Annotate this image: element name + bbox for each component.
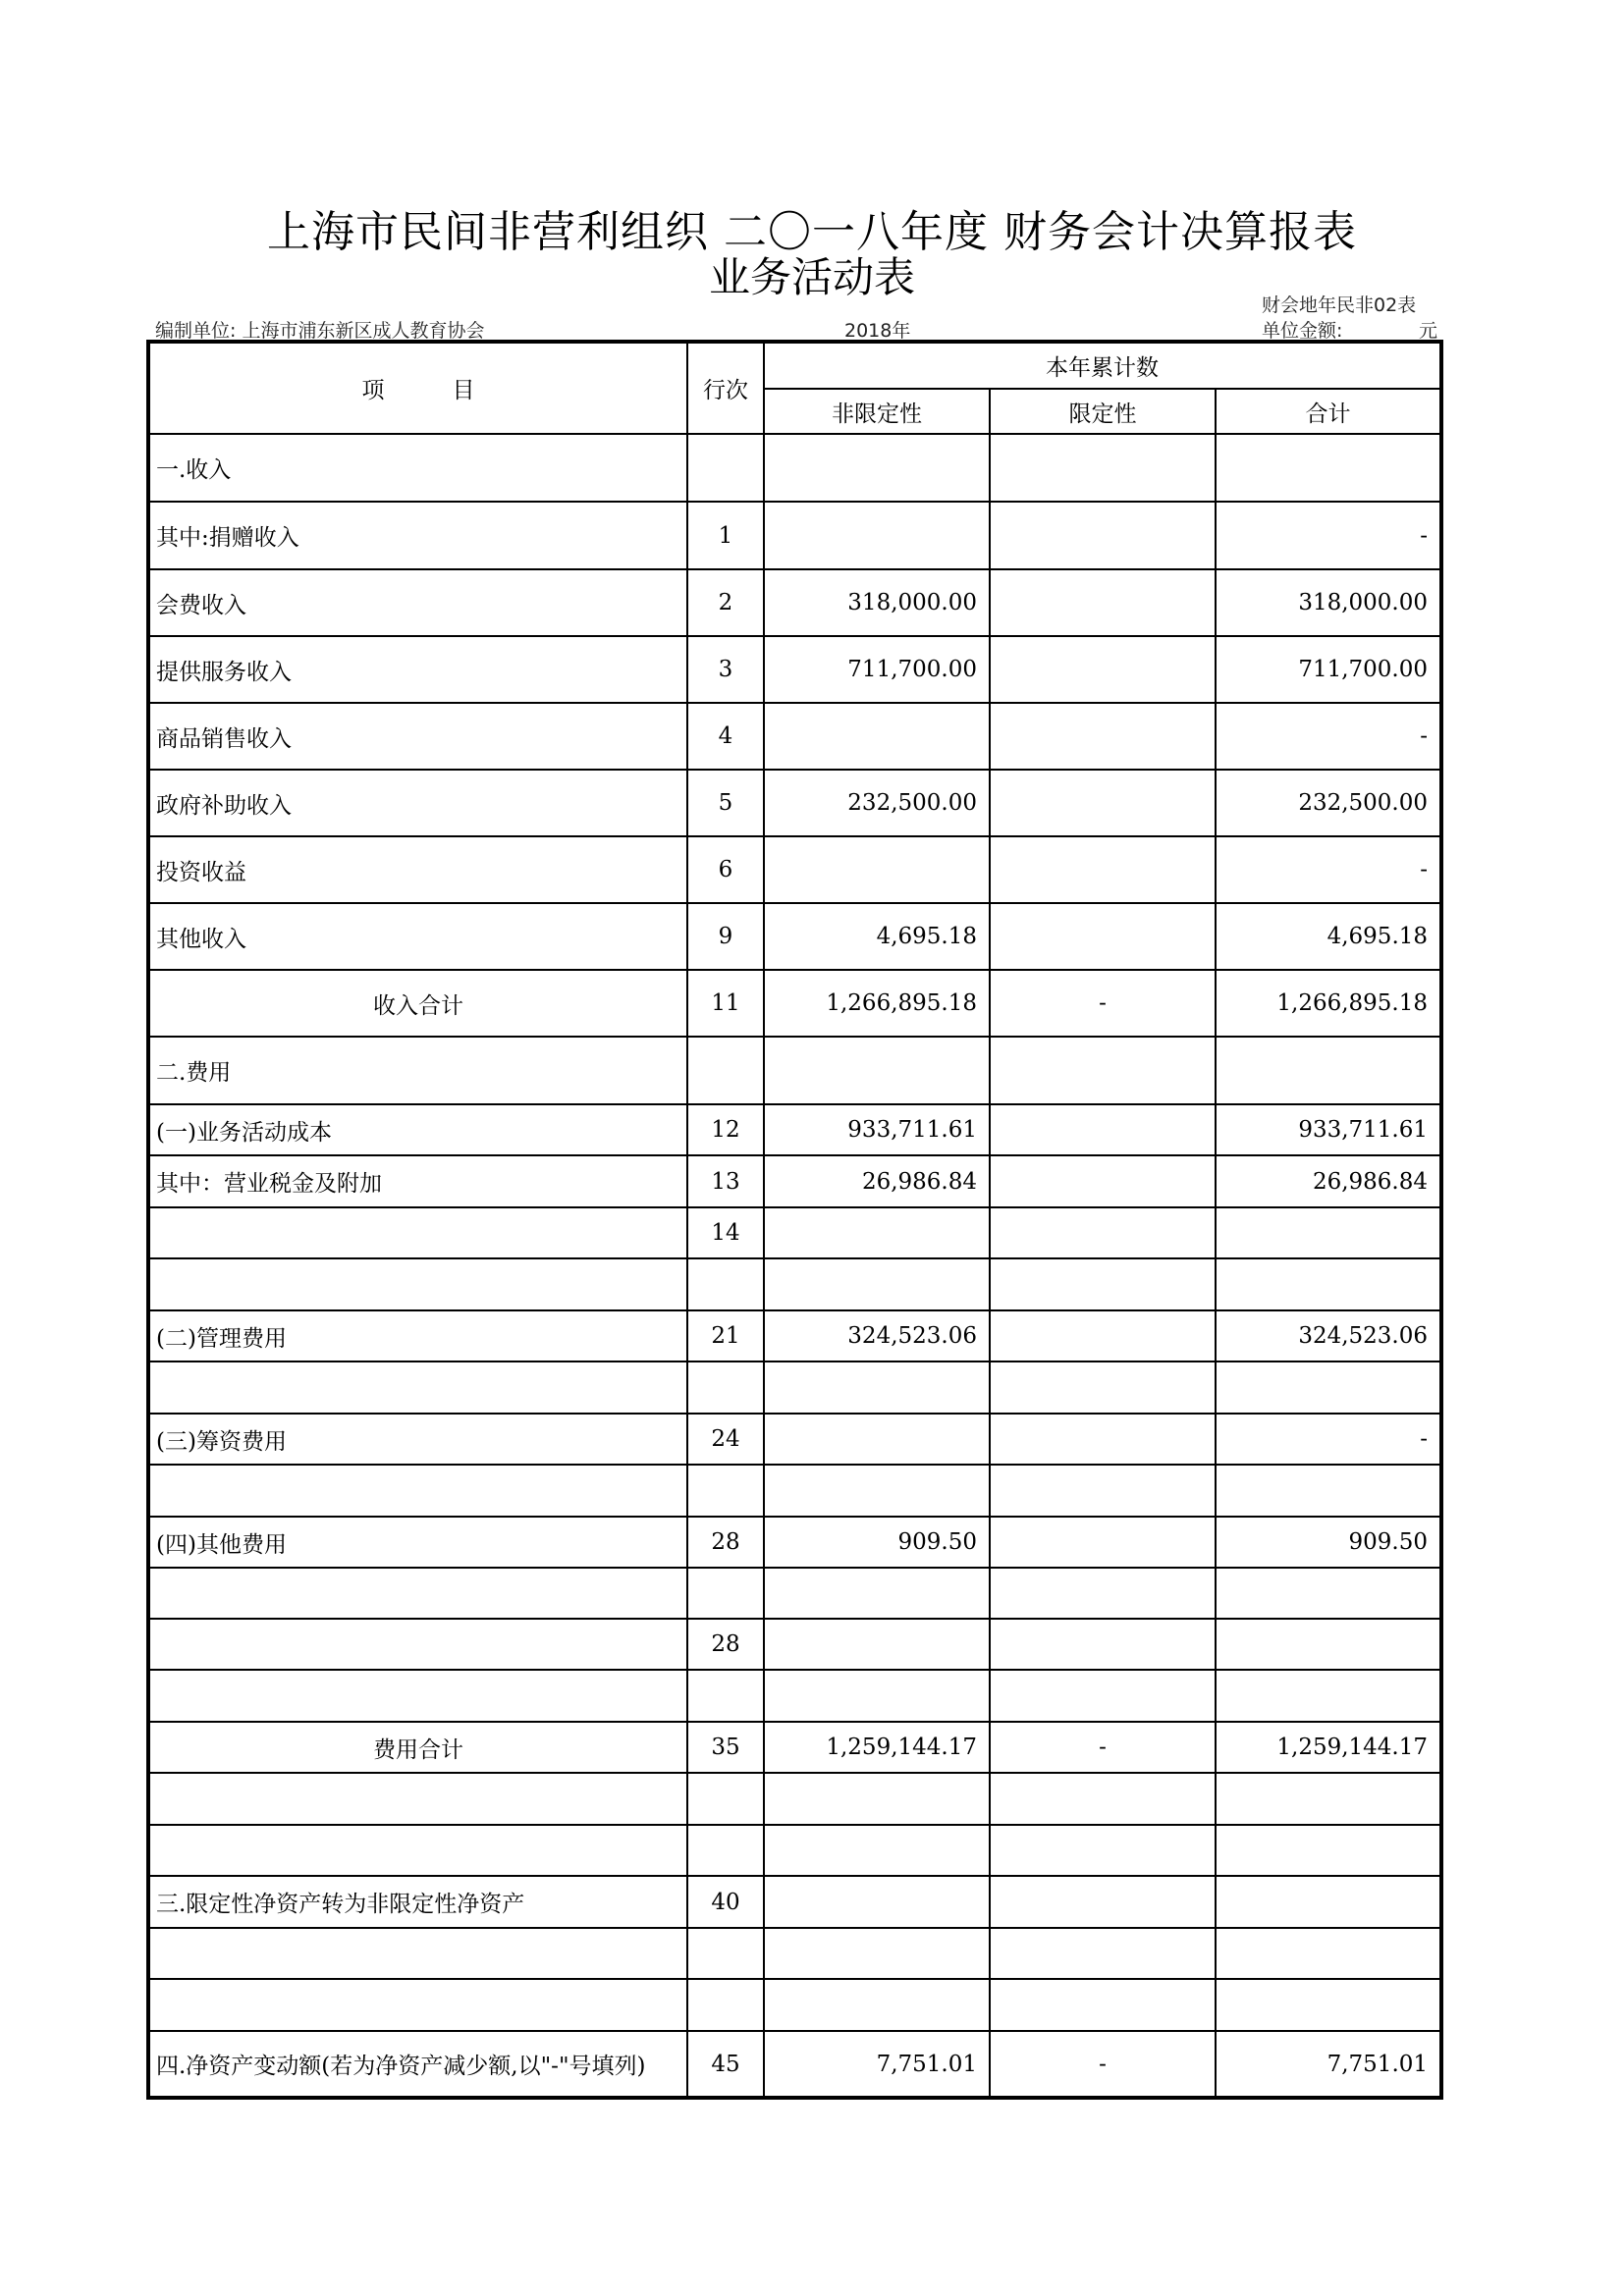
row-total-cell: - [1216,1414,1441,1465]
row-unrestricted-cell [764,1568,990,1619]
activity-statement-table [146,340,1443,2100]
row-line-cell: 14 [687,1207,764,1258]
row-item-cell: 提供服务收入 [148,636,687,703]
header-line-number: 行次 [687,342,764,434]
report-year: 2018年 [844,320,911,342]
report-subtitle: 业务活动表 [708,253,915,301]
row-total-cell [1216,1979,1441,2031]
table-row [148,703,1441,770]
row-line-cell [687,1979,764,2031]
row-line-cell: 12 [687,1104,764,1155]
row-line-cell: 24 [687,1414,764,1465]
table-row [148,1517,1441,1568]
table-row [148,1037,1441,1104]
header-restricted: 限定性 [990,389,1216,434]
row-item-cell: 一.收入 [148,434,687,502]
row-item-cell: 政府补助收入 [148,770,687,836]
row-unrestricted-cell: 909.50 [764,1517,990,1568]
row-item-cell: (四)其他费用 [148,1517,687,1568]
row-line-cell: 6 [687,836,764,903]
header-total: 合计 [1216,389,1441,434]
row-restricted-cell [990,1928,1216,1979]
table-row [148,1362,1441,1414]
table-row [148,970,1441,1037]
row-total-cell: 4,695.18 [1216,903,1441,970]
row-total-cell: - [1216,836,1441,903]
row-item-cell [148,1362,687,1414]
row-restricted-cell: - [990,1722,1216,1773]
row-total-cell [1216,1207,1441,1258]
row-unrestricted-cell [764,1928,990,1979]
row-unrestricted-cell: 324,523.06 [764,1310,990,1362]
row-unrestricted-cell: 318,000.00 [764,569,990,636]
row-line-cell: 3 [687,636,764,703]
table-row [148,636,1441,703]
row-unrestricted-cell: 1,266,895.18 [764,970,990,1037]
row-restricted-cell [990,1258,1216,1310]
row-total-cell [1216,1619,1441,1670]
reporting-organization: 编制单位: 上海市浦东新区成人教育协会 [155,320,485,342]
row-line-cell [687,1258,764,1310]
row-line-cell [687,1928,764,1979]
table-row [148,1825,1441,1876]
row-restricted-cell [990,1825,1216,1876]
row-unrestricted-cell: 26,986.84 [764,1155,990,1207]
row-item-cell [148,1979,687,2031]
row-total-cell: 7,751.01 [1216,2031,1441,2098]
row-total-cell [1216,1568,1441,1619]
row-total-cell [1216,1362,1441,1414]
row-unrestricted-cell [764,1465,990,1517]
row-item-cell: 收入合计 [148,970,687,1037]
row-item-cell [148,1465,687,1517]
row-item-cell: 会费收入 [148,569,687,636]
row-restricted-cell [990,1773,1216,1825]
row-restricted-cell [990,836,1216,903]
row-total-cell: 232,500.00 [1216,770,1441,836]
row-line-cell [687,1465,764,1517]
row-total-cell: - [1216,502,1441,569]
table-row [148,434,1441,502]
row-item-cell: 商品销售收入 [148,703,687,770]
row-restricted-cell [990,1362,1216,1414]
row-item-cell: 其他收入 [148,903,687,970]
row-line-cell: 2 [687,569,764,636]
row-unrestricted-cell [764,1258,990,1310]
row-total-cell [1216,1037,1441,1104]
row-unrestricted-cell [764,1037,990,1104]
row-restricted-cell [990,1310,1216,1362]
row-total-cell: 909.50 [1216,1517,1441,1568]
row-total-cell [1216,1825,1441,1876]
row-unrestricted-cell: 1,259,144.17 [764,1722,990,1773]
table-row [148,1670,1441,1722]
row-restricted-cell [990,1037,1216,1104]
table-row [148,1310,1441,1362]
table-row [148,1155,1441,1207]
row-line-cell: 40 [687,1876,764,1928]
row-total-cell [1216,434,1441,502]
row-unrestricted-cell [764,1414,990,1465]
row-item-cell: 二.费用 [148,1037,687,1104]
row-item-cell: 四.净资产变动额(若为净资产减少额,以"-"号填列) [148,2031,687,2098]
row-item-cell: 其中：营业税金及附加 [148,1155,687,1207]
row-restricted-cell: - [990,970,1216,1037]
row-restricted-cell [990,1670,1216,1722]
row-restricted-cell: - [990,2031,1216,2098]
row-restricted-cell [990,1876,1216,1928]
row-total-cell [1216,1928,1441,1979]
row-total-cell [1216,1465,1441,1517]
row-line-cell: 45 [687,2031,764,2098]
table-row [148,502,1441,569]
row-unrestricted-cell [764,434,990,502]
row-item-cell: 其中:捐赠收入 [148,502,687,569]
row-line-cell: 4 [687,703,764,770]
table-row [148,836,1441,903]
row-line-cell: 21 [687,1310,764,1362]
row-unrestricted-cell: 7,751.01 [764,2031,990,2098]
row-item-cell [148,1825,687,1876]
table-row [148,1876,1441,1928]
row-item-cell [148,1207,687,1258]
header-year-cumulative: 本年累计数 [764,342,1441,389]
table-row [148,1465,1441,1517]
table-row [148,1104,1441,1155]
table-row [148,1258,1441,1310]
row-restricted-cell [990,1465,1216,1517]
row-total-cell: 318,000.00 [1216,569,1441,636]
row-line-cell: 28 [687,1619,764,1670]
table-row [148,1928,1441,1979]
row-restricted-cell [990,1517,1216,1568]
row-item-cell: (三)筹资费用 [148,1414,687,1465]
row-line-cell: 35 [687,1722,764,1773]
row-line-cell [687,1362,764,1414]
row-unrestricted-cell [764,1773,990,1825]
row-item-cell: 费用合计 [148,1722,687,1773]
row-unrestricted-cell [764,1670,990,1722]
row-unrestricted-cell: 933,711.61 [764,1104,990,1155]
table-row [148,1979,1441,2031]
row-unrestricted-cell [764,836,990,903]
table-row [148,1773,1441,1825]
table-row [148,770,1441,836]
row-restricted-cell [990,502,1216,569]
row-line-cell [687,1825,764,1876]
row-line-cell: 13 [687,1155,764,1207]
row-unrestricted-cell: 232,500.00 [764,770,990,836]
row-line-cell [687,1568,764,1619]
row-total-cell [1216,1876,1441,1928]
row-unrestricted-cell [764,1825,990,1876]
row-item-cell: (二)管理费用 [148,1310,687,1362]
table-row [148,2031,1441,2098]
row-total-cell: 1,259,144.17 [1216,1722,1441,1773]
row-total-cell: - [1216,703,1441,770]
unit-value: 元 [1419,320,1438,342]
row-unrestricted-cell [764,1362,990,1414]
row-unrestricted-cell [764,1876,990,1928]
row-item-cell [148,1258,687,1310]
row-total-cell [1216,1258,1441,1310]
row-total-cell: 711,700.00 [1216,636,1441,703]
report-title: 上海市民间非营利组织 二〇一八年度 财务会计决算报表 [267,207,1357,257]
row-unrestricted-cell: 711,700.00 [764,636,990,703]
row-restricted-cell [990,1207,1216,1258]
row-line-cell: 1 [687,502,764,569]
row-line-cell: 11 [687,970,764,1037]
row-line-cell [687,1670,764,1722]
row-total-cell [1216,1670,1441,1722]
row-total-cell: 26,986.84 [1216,1155,1441,1207]
row-unrestricted-cell [764,1207,990,1258]
row-line-cell: 9 [687,903,764,970]
row-unrestricted-cell [764,502,990,569]
table-row [148,1207,1441,1258]
row-restricted-cell [990,1155,1216,1207]
row-unrestricted-cell [764,1979,990,2031]
row-unrestricted-cell: 4,695.18 [764,903,990,970]
row-restricted-cell [990,569,1216,636]
row-line-cell [687,1037,764,1104]
row-line-cell [687,1773,764,1825]
row-restricted-cell [990,1619,1216,1670]
row-item-cell [148,1773,687,1825]
table-row [148,903,1441,970]
row-total-cell: 933,711.61 [1216,1104,1441,1155]
header-item: 项 目 [148,342,687,434]
row-item-cell [148,1568,687,1619]
row-item-cell [148,1670,687,1722]
row-item-cell: 三.限定性净资产转为非限定性净资产 [148,1876,687,1928]
table-row [148,1619,1441,1670]
table-row [148,569,1441,636]
table-row [148,1568,1441,1619]
row-restricted-cell [990,903,1216,970]
row-restricted-cell [990,1979,1216,2031]
table-row [148,1722,1441,1773]
row-item-cell: (一)业务活动成本 [148,1104,687,1155]
row-unrestricted-cell [764,1619,990,1670]
row-restricted-cell [990,1104,1216,1155]
header-unrestricted: 非限定性 [764,389,990,434]
row-item-cell [148,1928,687,1979]
row-line-cell: 5 [687,770,764,836]
row-restricted-cell [990,703,1216,770]
row-total-cell: 324,523.06 [1216,1310,1441,1362]
row-total-cell: 1,266,895.18 [1216,970,1441,1037]
row-line-cell [687,434,764,502]
row-restricted-cell [990,1568,1216,1619]
form-code: 财会地年民非02表 [1262,294,1417,316]
unit-label: 单位金额: [1262,320,1343,342]
row-restricted-cell [990,1414,1216,1465]
row-restricted-cell [990,770,1216,836]
row-item-cell: 投资收益 [148,836,687,903]
row-restricted-cell [990,636,1216,703]
table-row [148,1414,1441,1465]
row-restricted-cell [990,434,1216,502]
row-unrestricted-cell [764,703,990,770]
row-line-cell: 28 [687,1517,764,1568]
row-total-cell [1216,1773,1441,1825]
row-item-cell [148,1619,687,1670]
